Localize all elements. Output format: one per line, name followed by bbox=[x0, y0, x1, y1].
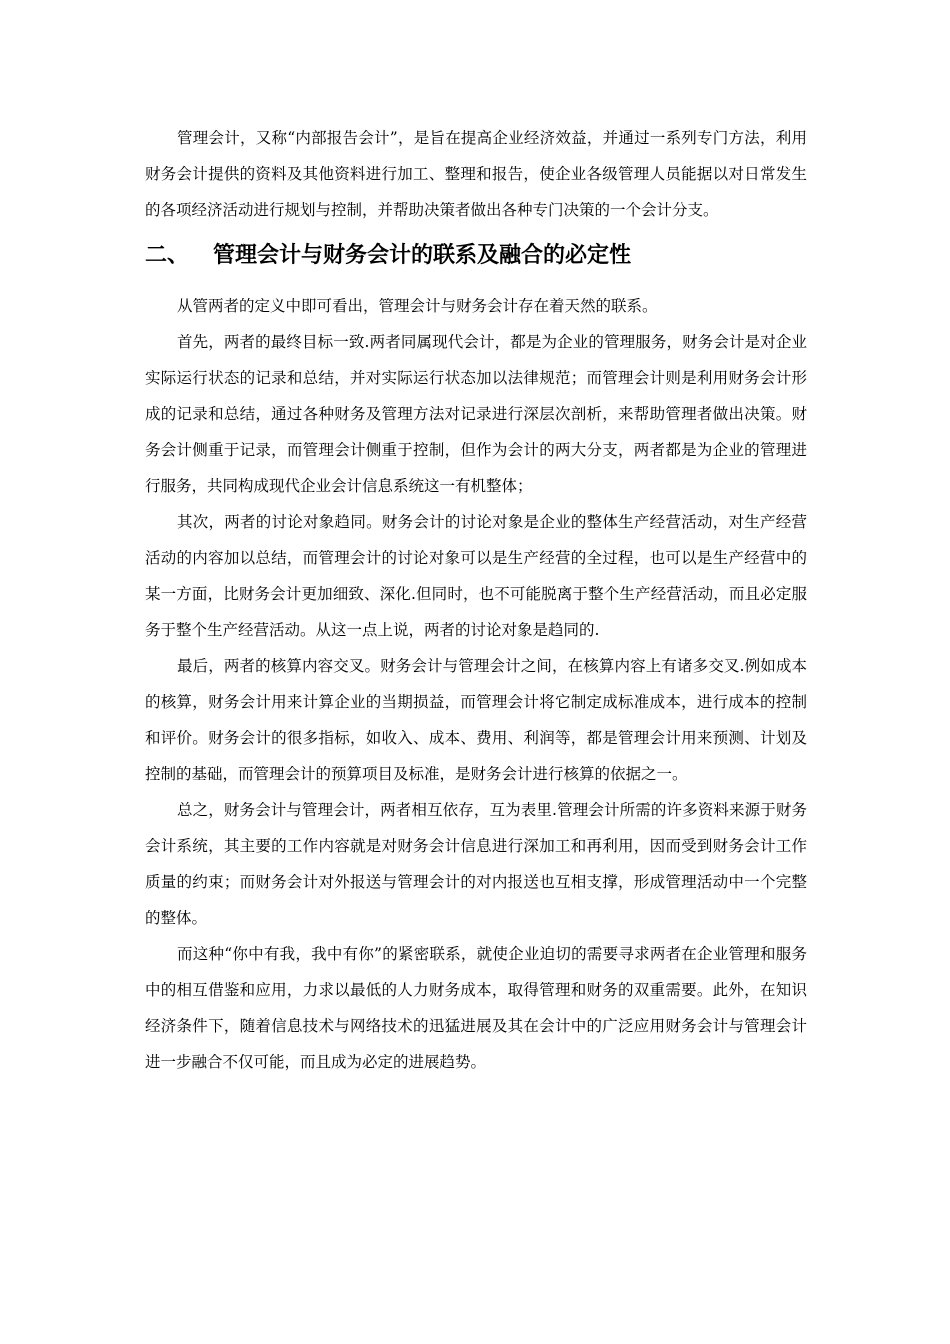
section-heading bbox=[145, 232, 807, 280]
paragraph-second-object: 其次，两者的讨论对象趋同。财务会计的讨论对象是企业的整体生产经营活动，对生产经营活动的内容加以总结，而管理会计的讨论对象可以是生产经营的全过程，也可以是生产经营中的某一方面，比财务会计更加细致、深化.但同时，也不可能脱离于整个生产经营活动，而且必定服务于整个生产经营活动。从这一点上说，两者的讨论对象是趋同的. bbox=[145, 513, 807, 639]
section-number: 二、 bbox=[145, 243, 190, 268]
section-title: 管理会计与财务会计的联系及融合的必定性 bbox=[213, 243, 632, 268]
paragraph-first-goal: 首先，两者的最终目标一致.两者同属现代会计，都是为企业的管理服务，财务会计是对企业实际运行状态的记录和总结，并对实际运行状态加以法律规范；而管理会计则是利用财务会计形成的记录和总结，通过各种财务及管理方法对记录进行深层次剖析，来帮助管理者做出决策。财务会计侧重于记录，而管理会计侧重于控制，但作为会计的两大分支，两者都是为企业的管理进行服务，共同构成现代企业会计信息系统这一有机整体； bbox=[145, 333, 807, 495]
intro-paragraph: 管理会计，又称“内部报告会计”，是旨在提高企业经济效益，并通过一系列专门方法，利用财务会计提供的资料及其他资料进行加工、整理和报告，使企业各级管理人员能据以对日常发生的各项经济活动进行规划与控制，并帮助决策者做出各种专门决策的一个会计分支。 bbox=[145, 129, 807, 219]
document-body bbox=[145, 120, 807, 1080]
paragraph-summary: 总之，财务会计与管理会计，两者相互依存，互为表里.管理会计所需的许多资料来源于财务会计系统，其主要的工作内容就是对财务会计信息进行深加工和再利用，因而受到财务会计工作质量的约束；而财务会计对外报送与管理会计的对内报送也互相支撑，形成管理活动中一个完整的整体。 bbox=[145, 801, 807, 927]
paragraph-definition-link: 从管两者的定义中即可看出，管理会计与财务会计存在着天然的联系。 bbox=[177, 297, 658, 315]
paragraph-last-content: 最后，两者的核算内容交叉。财务会计与管理会计之间，在核算内容上有诸多交叉.例如成本的核算，财务会计用来计算企业的当期损益，而管理会计将它制定成标准成本，进行成本的控制和评价。财务会计的很多指标，如收入、成本、费用、利润等，都是管理会计用来预测、计划及控制的基础，而管理会计的预算项目及标准，是财务会计进行核算的依据之一。 bbox=[145, 657, 807, 783]
paragraph-integration: 而这种“你中有我，我中有你”的紧密联系，就使企业迫切的需要寻求两者在企业管理和服务中的相互借鉴和应用，力求以最低的人力财务成本，取得管理和财务的双重需要。此外，在知识经济条件下，随着信息技术与网络技术的迅猛进展及其在会计中的广泛应用财务会计与管理会计进一步融合不仅可能，而且成为必定的进展趋势。 bbox=[145, 945, 807, 1071]
